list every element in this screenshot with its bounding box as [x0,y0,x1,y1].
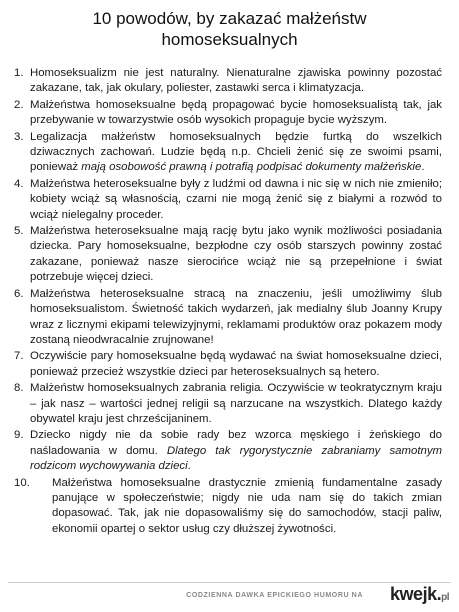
page-title [0,8,459,50]
list-item-number: 4. [14,177,24,190]
list-item [14,381,442,427]
title-line-1: 10 powodów, by zakazać małżeństw [92,9,367,28]
list-item-number: 9. [14,429,24,442]
emphasis-text: mają osobowość prawną i potrafią podpisać dokumenty małżeńskie [81,161,422,174]
list-item [14,66,442,97]
list-item-number: 1. [14,67,24,79]
list-item [14,98,442,129]
list-item [14,177,442,223]
list-item-text [30,66,442,97]
reasons-list [14,66,442,538]
body-text: Małżeństwa heteroseksualne stracą na znaczeniu, jeśli umożliwimy ślub homoseksualistom. Świetność takich wydarzeń, jak medialny ślub Joanny Krupy wraz z licznymi ekipami telewizyjnymi, reklamami produktów oraz pokazem mody zostaną nieodwracalnie zrujnowane! [30,287,442,346]
list-item-number: 7. [14,350,24,363]
body-text: . [187,460,191,473]
body-text: Homoseksualizm nie jest naturalny. Nienaturalne zjawiska powinny pozostać zakazane, tak, jak okulary, poliester, zastawki serca i klimatyzacja. [30,67,442,95]
list-item-text [30,98,442,129]
list-item-text [52,476,442,538]
body-text: Oczywiście pary homoseksualne będą wydawać na świat homoseksualne dzieci, ponieważ przecież wszystkie dzieci par heteroseksualnych są hetero. [30,350,442,378]
body-text: . [421,161,425,174]
list-item-number: 10. [14,476,30,489]
logo-main: kwejk [390,584,437,604]
body-text: Dziecko nigdy nie da sobie rady bez wzorca męskiego i żeńskiego do naśladowania w domu. [30,429,442,457]
logo-dot: . [436,584,442,604]
footer [0,582,459,612]
list-item-number: 2. [14,98,24,111]
list-item-text [30,381,442,427]
body-text: Małżeństwa homoseksualne będą propagować bycie homoseksualistą tak, jak przebywanie w towarzystwie osób wysokich propaguje bycie wyższym. [30,98,442,127]
list-item [14,476,442,538]
kwejk-logo[interactable] [390,584,449,605]
list-item [14,224,442,286]
list-item-number: 6. [14,287,24,300]
list-item-text [30,349,442,380]
list-item-number: 3. [14,130,24,143]
body-text: Małżeństwa heteroseksualne były z ludźmi od dawna i nic się w nich nie zmieniło; kobiety wciąż są własnością, czarni nie mogą żenić się z białymi a rozwód to wciąż nielegalny proceder. [30,177,442,221]
title-line-2: homoseksualnych [161,30,298,49]
footer-divider [8,582,451,583]
list-item-text [30,428,442,474]
list-item-text [30,224,442,286]
body-text: Małżeństwa heteroseksualne mają rację bytu jako wynik możliwości posiadania dziecka. Pary homoseksualne, bezpłodne czy osób starszych powinny zostać zakazane, ponieważ nasze sierocińce wciąż nie są przepełnione i świat potrzebuje więcej dzieci. [30,225,442,284]
list-item [14,349,442,380]
list-item-text [30,177,442,223]
list-item-text [30,287,442,349]
body-text: Małżeństwa homoseksualne drastycznie zmienią fundamentalne zasady panujące w społeczeństwie; nigdy nie uda nam się do takich zmian dopasować. Tak, jak nie dopasowaliśmy się do samochodów, stacji paliw, ekonomii opartej o sektor usług czy dłuższej żywotności. [52,476,442,535]
emphasis-text: Dlatego tak rygorystycznie zabraniamy samotnym rodzicom wychowywania dzieci [30,444,442,473]
footer-tagline: CODZIENNA DAWKA EPICKIEGO HUMORU NA [186,592,363,599]
list-item [14,428,442,474]
list-item-number: 5. [14,225,24,238]
body-text: Legalizacja małżeństw homoseksualnych będzie furtką do wszelkich dziwacznych zachowań. Ludzie będą n.p. Chcieli żenić się ze swoimi psami, ponieważ [30,130,442,174]
list-item [14,287,442,349]
logo-tld: pl [441,592,449,603]
list-item [14,130,442,176]
body-text: Małżeństw homoseksualnych zabrania religia. Oczywiście w teokratycznym kraju – jak nasz – wartości jednej religii są narzucane na wszystkich. Dlatego każdy obywatel kraju jest chrześcijaninem. [30,382,442,425]
list-item-number: 8. [14,382,24,395]
list-item-text [30,130,442,176]
